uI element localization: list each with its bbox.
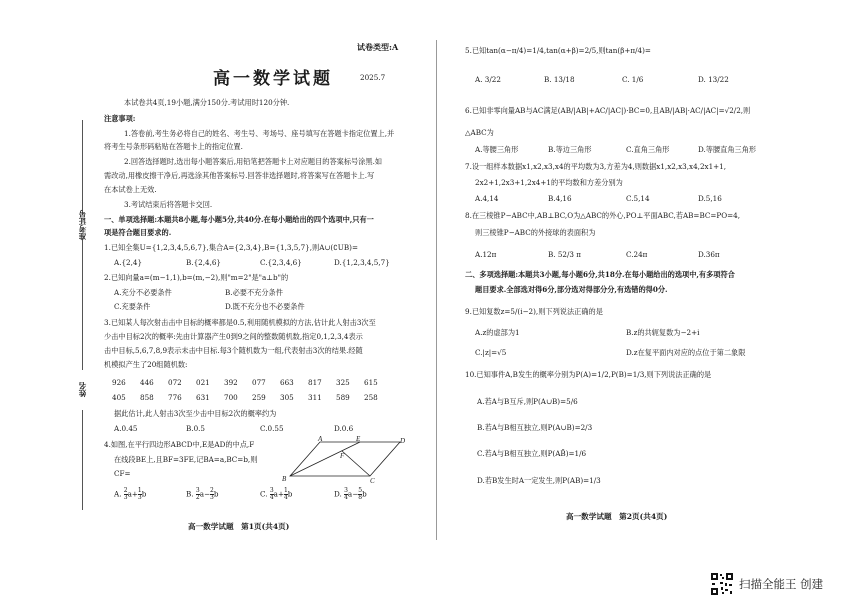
question-2-stem: 2.已知向量a=(m−1,1),b=(m,−2),则"m=2"是"a⊥b"的 <box>104 273 289 282</box>
q2-option-d: D.既不充分也不必要条件 <box>225 302 305 311</box>
q8-option-a: A.12π <box>475 250 497 259</box>
section1-heading: 一、单项选择题:本题共8小题,每小题5分,共40分.在每小题给出的四个选项中,只有一 <box>104 215 374 224</box>
q1-option-a: A.{2,4} <box>114 258 143 267</box>
random-number: 631 <box>196 393 210 402</box>
question-3-estimate: 据此估计,此人射击3次至少击中目标2次的概率约为 <box>114 409 277 418</box>
parallelogram-shape <box>290 442 400 476</box>
question-9-stem: 9.已知复数z=5/(i−2),则下列说法正确的是 <box>465 307 603 316</box>
q6-option-b: B.等边三角形 <box>548 145 592 154</box>
q9-option-b: B.z的共轭复数为−2+i <box>626 328 700 337</box>
question-3-line: 击中目标,5,6,7,8,9表示未击中目标.每3个随机数为一组,代表射击3次的结果.经随 <box>104 346 363 355</box>
question-6-line: 6.已知非零向量AB与AC满足(AB/|AB|+AC/|AC|)·BC=0,且AB/|AB|·AC/|AC|=√2/2,则 <box>465 106 751 115</box>
label-b: B <box>282 475 287 483</box>
q8-option-d: D.36π <box>698 250 720 259</box>
q2-option-c: C.充要条件 <box>114 302 151 311</box>
footer-page-2: 高一数学试题 第2页(共4页) <box>566 512 668 521</box>
binding-line <box>82 120 83 215</box>
random-number: 589 <box>336 393 350 402</box>
question-1-stem: 1.已知全集U={1,2,3,4,5,6,7},集合A={2,3,4},B={1,3,5,7},则A∪(∁UB)= <box>104 243 358 252</box>
q6-option-a: A.等腰三角形 <box>475 145 519 154</box>
random-number: 615 <box>364 378 378 387</box>
question-10-stem: 10.已知事件A,B发生的概率分别为P(A)=1/2,P(B)=1/3,则下列说法正确的是 <box>465 370 712 379</box>
question-7-line: 2x2+1,2x3+1,2x4+1的平均数和方差分别为 <box>475 178 623 187</box>
q7-option-c: C.5,14 <box>626 194 650 203</box>
question-5-stem: 5.已知tan(α−π/4)=1/4,tan(α+β)=2/5,则tan(β+π/4)= <box>465 46 651 55</box>
question-4-line: CF= <box>114 469 131 478</box>
random-number: 021 <box>196 378 210 387</box>
random-number: 392 <box>224 378 238 387</box>
q8-option-c: C.24π <box>626 250 648 259</box>
random-number: 700 <box>224 393 238 402</box>
segment-be <box>290 442 360 476</box>
q7-option-b: B.4,16 <box>548 194 572 203</box>
q5-option-c: C. 1/6 <box>622 75 644 84</box>
q1-option-d: D.{1,2,3,4,5,7} <box>334 258 390 267</box>
q5-option-a: A. 3/22 <box>475 75 501 84</box>
random-number: 305 <box>280 393 294 402</box>
random-number: 325 <box>336 378 350 387</box>
footer-page-1: 高一数学试题 第1页(共4页) <box>188 522 290 531</box>
random-number: 446 <box>140 378 154 387</box>
q5-option-b: B. 13/18 <box>544 75 575 84</box>
q3-option-a: A.0.45 <box>114 424 138 433</box>
section2-heading: 题目要求.全部选对得6分,部分选对得部分分,有选错的得0分. <box>475 285 668 294</box>
q6-option-c: C.直角三角形 <box>626 145 670 154</box>
q1-option-b: B.{2,4,6} <box>186 258 222 267</box>
question-8-line: 则三棱锥P−ABC的外接球的表面积为 <box>475 228 596 237</box>
binding-line <box>82 410 83 510</box>
label-a: A <box>318 436 323 443</box>
notice-line: 将考生号条形码粘贴在答题卡上的指定位置. <box>104 142 243 151</box>
q3-option-c: C.0.55 <box>260 424 284 433</box>
q4-option-a: A. $\frac{2}{3}$ a+ $\frac{1}{3}$ b <box>114 487 147 501</box>
question-6-line: △ABC为 <box>465 128 494 137</box>
q6-option-d: D.等腰直角三角形 <box>698 145 757 154</box>
random-number: 817 <box>308 378 322 387</box>
q7-option-a: A.4,14 <box>475 194 499 203</box>
label-c: C <box>370 477 375 485</box>
random-number: 926 <box>112 378 126 387</box>
parallelogram-figure <box>280 436 410 486</box>
label-d: D <box>400 437 406 445</box>
section2-heading: 二、多项选择题:本题共3小题,每小题6分,共18分.在每小题给出的选项中,有多项符合 <box>465 270 735 279</box>
notice-title: 注意事项: <box>104 114 136 123</box>
random-number: 259 <box>252 393 266 402</box>
exam-number-label: 准考证号 <box>78 210 87 240</box>
qr-code-icon <box>710 572 734 596</box>
random-number: 311 <box>308 393 322 402</box>
notice-line: 在本试卷上无效. <box>104 185 157 194</box>
notice-line: 1.答卷前,考生务必将自己的姓名、考生号、考场号、座号填写在答题卡指定位置上,并 <box>124 129 395 138</box>
question-8-line: 8.在三棱锥P−ABC中,AB⊥BC,O为△ABC的外心,PO⊥平面ABC,若AB=BC=PO=4, <box>465 211 741 220</box>
question-3-line: 机模拟产生了20组随机数: <box>104 360 188 369</box>
q4-option-c: C. $\frac{3}{4}$ a+ $\frac{1}{4}$ b <box>260 487 293 501</box>
exam-date: 2025.7 <box>360 73 386 82</box>
exam-title: 高一数学试题 <box>213 69 333 89</box>
q9-option-a: A.z的虚部为1 <box>475 328 520 337</box>
random-number: 258 <box>364 393 378 402</box>
watermark-text: 扫描全能王 创建 <box>739 577 824 591</box>
notice-line: 2.回答选择题时,选出每小题答案后,用铅笔把答题卡上对应题目的答案标号涂黑.如 <box>124 157 383 166</box>
q7-option-d: D.5,16 <box>698 194 722 203</box>
q10-option-d: D.若B发生时A一定发生,则P(AB)=1/3 <box>477 476 601 485</box>
q1-option-c: C.{2,3,4,6} <box>260 258 302 267</box>
q3-option-d: D.0.6 <box>334 424 354 433</box>
label-f: F <box>340 452 345 460</box>
binding-line <box>82 240 83 370</box>
paper-type: 试卷类型:A <box>357 42 399 52</box>
random-number: 776 <box>168 393 182 402</box>
question-4-line: 4.如图,在平行四边形ABCD中,E是AD的中点,F <box>104 440 255 449</box>
random-number: 077 <box>252 378 266 387</box>
random-number: 072 <box>168 378 182 387</box>
q3-option-b: B.0.5 <box>186 424 205 433</box>
page-divider <box>436 40 437 540</box>
question-3-line: 3.已知某人每次射击击中目标的概率都是0.5,利用随机模拟的方法,估计此人射击3次至 <box>104 318 376 327</box>
q9-option-d: D.z在复平面内对应的点位于第二象限 <box>626 348 746 357</box>
random-number: 858 <box>140 393 154 402</box>
segment-cf <box>342 451 370 476</box>
q5-option-d: D. 13/22 <box>698 75 729 84</box>
section1-heading: 项是符合题目要求的. <box>104 228 172 237</box>
q4-option-d: D. $\frac{3}{4}$ a− $\frac{5}{8}$ b <box>334 487 367 501</box>
notice-line: 需改动,用橡皮擦干净后,再选涂其他答案标号.回答非选择题时,将答案写在答题卡上.写 <box>104 171 375 180</box>
q4-option-b: B. $\frac{3}{2}$ a− $\frac{2}{3}$ b <box>186 487 219 501</box>
q10-option-b: B.若A与B相互独立,则P(A∪B)=2/3 <box>477 423 593 432</box>
q9-option-c: C.|z|=√5 <box>475 348 507 357</box>
question-7-line: 7.设一组样本数据x1,x2,x3,x4的平均数为3,方差为4,则数据x1,x2,x3,x4,2x1+1, <box>465 162 727 171</box>
random-number: 405 <box>112 393 126 402</box>
question-4-line: 在线段BE上,且BF=3FE,记BA=a,BC=b,则 <box>114 455 258 464</box>
name-label: 姓名 <box>78 382 87 397</box>
intro-text: 本试卷共4页,19小题,满分150分.考试用时120分钟. <box>124 98 290 107</box>
q8-option-b: B. 52/3 π <box>548 250 582 259</box>
random-number: 663 <box>280 378 294 387</box>
label-e: E <box>356 436 361 443</box>
q2-option-b: B.必要不充分条件 <box>225 288 283 297</box>
q10-option-a: A.若A与B互斥,则P(A∪B)=5/6 <box>477 397 578 406</box>
question-3-line: 少击中目标2次的概率:先由计算器产生0到9之间的整数随机数,指定0,1,2,3,4表示 <box>104 332 363 341</box>
notice-line: 3.考试结束后将答题卡交回. <box>124 200 213 209</box>
q2-option-a: A.充分不必要条件 <box>114 288 172 297</box>
q10-option-c: C.若A与B相互独立,则P(AB̄)=1/6 <box>477 449 587 458</box>
